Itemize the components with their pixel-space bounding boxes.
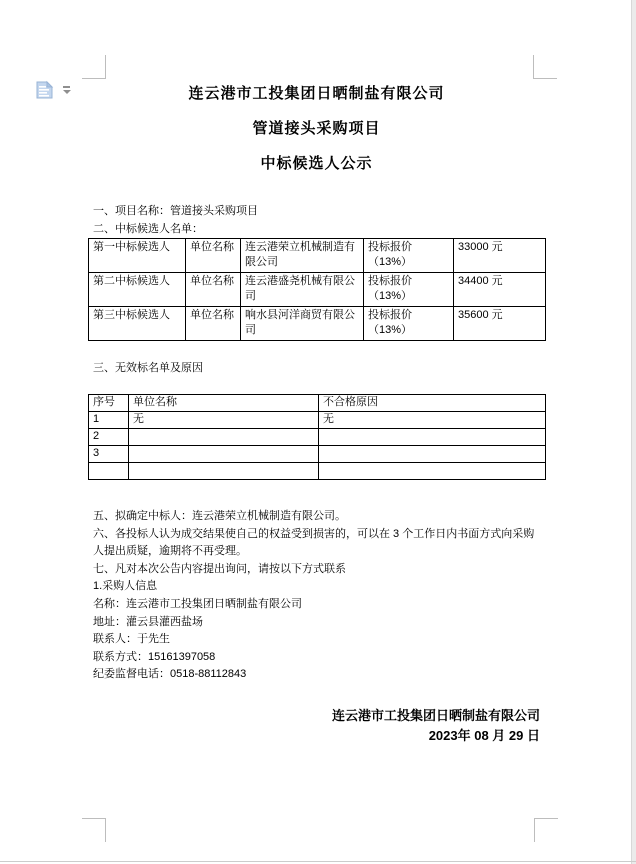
body-text-block — [93, 508, 545, 684]
header-unit-cell: 单位名称 — [129, 395, 319, 412]
margin-crop-mark-bottom-left — [82, 818, 106, 842]
candidate-row — [89, 239, 546, 273]
signature-company: 连云港市工投集团日晒制盐有限公司 — [331, 708, 540, 723]
price-label-cell: 投标报价（13%） — [364, 307, 454, 341]
invalid-bids-table — [88, 394, 546, 480]
unit-label-cell: 单位名称 — [186, 307, 241, 341]
header-reason-cell: 不合格原因 — [319, 395, 546, 412]
seq-cell: 1 — [89, 412, 129, 429]
rank-cell: 第一中标候选人 — [89, 239, 186, 273]
header-seq-cell: 序号 — [89, 395, 129, 412]
unit-cell — [129, 446, 319, 463]
section7-contact-heading: 七、凡对本次公告内容提出询问，请按以下方式联系 — [93, 562, 346, 575]
price-cell: 34400 元 — [454, 273, 546, 307]
seq-cell: 3 — [89, 446, 129, 463]
signature-date: 2023年 08 月 29 日 — [428, 728, 540, 743]
chevron-down-icon[interactable] — [62, 85, 72, 95]
purchaser-phone-line: 联系方式：15161397058 — [93, 650, 216, 663]
section2-candidate-list-heading: 二、中标候选人名单： — [93, 222, 203, 235]
purchaser-name-line: 名称：连云港市工投集团日晒制盐有限公司 — [93, 597, 302, 610]
purchaser-contact-person-line: 联系人：于先生 — [93, 633, 170, 646]
company-cell: 连云港荣立机械制造有限公司 — [241, 239, 364, 273]
reason-cell: 无 — [319, 412, 546, 429]
table-row — [89, 463, 546, 480]
table-row — [89, 429, 546, 446]
seq-cell: 2 — [89, 429, 129, 446]
candidates-table — [88, 238, 546, 341]
price-cell: 33000 元 — [454, 239, 546, 273]
section3-invalid-bids-heading: 三、无效标名单及原因 — [93, 362, 203, 374]
section6-line1: 六、各投标人认为成交结果使自己的权益受到损害的，可以在 3 个工作日内书面方式向采购 — [93, 527, 535, 540]
section1-project-name: 一、项目名称：管道接头采购项目 — [93, 205, 258, 217]
unit-label-cell: 单位名称 — [186, 273, 241, 307]
section5-winner: 五、拟确定中标人：连云港荣立机械制造有限公司。 — [93, 510, 346, 522]
company-cell: 连云港盛尧机械有限公司 — [241, 273, 364, 307]
section-project-name-block — [93, 203, 545, 238]
table-row — [89, 446, 546, 463]
window-bottom-edge — [0, 861, 636, 862]
table-header-row — [89, 395, 546, 412]
rank-cell: 第三中标候选人 — [89, 307, 186, 341]
seq-cell — [89, 463, 129, 480]
unit-label-cell: 单位名称 — [186, 239, 241, 273]
clipboard-paste-icon — [34, 79, 56, 101]
price-cell: 35600 元 — [454, 307, 546, 341]
reason-cell — [319, 429, 546, 446]
unit-cell: 无 — [129, 412, 319, 429]
title-announcement: 中标候选人公示 — [260, 155, 373, 172]
margin-crop-mark-bottom-right — [534, 818, 558, 842]
price-label-cell: 投标报价（13%） — [364, 239, 454, 273]
title-project: 管道接头采购项目 — [252, 120, 381, 137]
paste-options-button[interactable] — [34, 79, 74, 103]
purchaser-address-line: 地址：灌云县灌西盐场 — [93, 615, 203, 628]
section6-line2: 人提出质疑，逾期将不再受理。 — [93, 545, 247, 558]
company-cell: 响水县河洋商贸有限公司 — [241, 307, 364, 341]
purchaser-info-heading: 1.采购人信息 — [93, 580, 158, 593]
reason-cell — [319, 446, 546, 463]
price-label-cell: 投标报价（13%） — [364, 273, 454, 307]
table-row — [89, 412, 546, 429]
rank-cell: 第二中标候选人 — [89, 273, 186, 307]
candidate-row — [89, 307, 546, 341]
reason-cell — [319, 463, 546, 480]
unit-cell — [129, 463, 319, 480]
signature-block — [88, 706, 540, 746]
document-title-block — [88, 76, 545, 181]
candidate-row — [89, 273, 546, 307]
window-right-edge — [631, 0, 636, 864]
title-company: 连云港市工投集团日晒制盐有限公司 — [188, 85, 445, 102]
supervision-phone-line: 纪委监督电话：0518-88112843 — [93, 668, 247, 681]
unit-cell — [129, 429, 319, 446]
